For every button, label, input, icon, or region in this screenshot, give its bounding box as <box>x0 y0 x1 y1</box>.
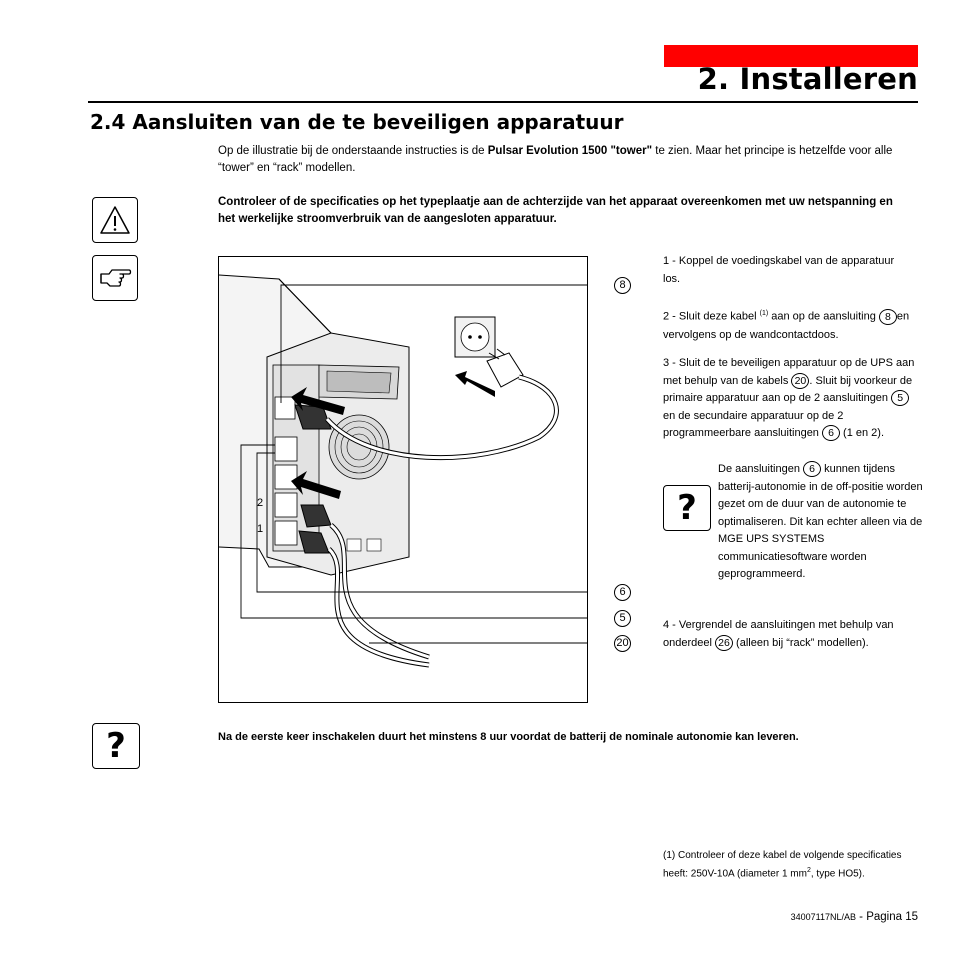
note-text-b: kunnen tijdens batterij-autonomie in de off-positie worden gezet om de duur van de autonomie te optimaliseren. Dit kan echter alleen via de MGE UPS SYSTEMS communicatiesoftware worden geprogrammeerd. <box>718 463 923 580</box>
step-3-text-b: . Sluit bij voorkeur de primaire apparatuur aan op de 2 aansluitingen <box>663 374 913 404</box>
product-name: Pulsar Evolution 1500 "tower" <box>487 145 653 157</box>
step-2 <box>663 305 918 344</box>
question-mark-icon-bottom <box>92 723 140 769</box>
note-text: De aansluitingen <box>718 463 804 475</box>
step-1: 1 - Koppel de voedingskabel van de apparatuur los. <box>663 255 895 285</box>
pointing-hand-icon <box>92 255 138 301</box>
footnote-text: (1) Controleer of deze kabel de volgende specificaties heeft: 250V-10A (diameter 1 mm <box>663 850 902 880</box>
intro-text-end: te zien. Maar het principe is hetzelfde voor alle “tower” en “rack” modellen. <box>218 145 893 174</box>
warning-text: Controleer of de specificaties op het typeplaatje aan de achterzijde van het apparaat overeenkomen met uw netspanning en het werkelijke stroomverbruik van de aangesloten apparatuur. <box>218 196 893 225</box>
warning-triangle-icon <box>92 197 138 243</box>
ref-5: 5 <box>891 390 909 406</box>
ref-20: 20 <box>791 373 809 389</box>
chapter-title: 2. Installeren <box>697 62 918 96</box>
step-3-text-d: (1 en 2). <box>839 427 885 439</box>
callout-5: 5 <box>614 610 631 627</box>
battery-note: Na de eerste keer inschakelen duurt het minstens 8 uur voordat de batterij de nominale autonomie kan leveren. <box>218 731 799 743</box>
step-4-text-b: (alleen bij “rack” modellen). <box>733 637 869 649</box>
footnote-ref: (1) <box>759 310 769 317</box>
question-glyph: ? <box>677 488 697 528</box>
outlet-label-1: 1 <box>257 523 264 535</box>
page-footer <box>791 911 918 923</box>
document-reference: 34007117NL/AB <box>790 912 856 922</box>
ref-26: 26 <box>715 635 733 651</box>
ups-connection-figure <box>218 256 629 703</box>
outlet-label-2: 2 <box>257 497 264 509</box>
footnote-text-b: , type HO5). <box>810 868 865 880</box>
outlet-note <box>718 461 923 584</box>
page-number: - Pagina 15 <box>855 911 918 923</box>
intro-paragraph <box>218 143 923 177</box>
question-glyph-bottom: ? <box>106 726 126 766</box>
ref-6-note: 6 <box>803 461 821 477</box>
ups-illustration <box>219 257 587 702</box>
step-2-text-c: en vervolgens op de wandcontactdoos. <box>663 310 910 341</box>
footnote <box>663 848 918 881</box>
step-2-text: 2 - Sluit deze kabel <box>663 310 760 323</box>
step-3-text-c: en de secundaire apparatuur op de 2 programmeerbare aansluitingen <box>663 409 844 439</box>
ref-8: 8 <box>879 309 897 325</box>
callout-20: 20 <box>614 635 631 652</box>
step-4 <box>663 616 918 652</box>
question-mark-icon <box>663 485 711 531</box>
callout-8: 8 <box>614 277 631 294</box>
ref-6: 6 <box>822 425 840 441</box>
step-3 <box>663 355 918 443</box>
section-title: 2.4 Aansluiten van de te beveiligen apparatuur <box>90 110 624 134</box>
step-2-text-b: aan op de aansluiting <box>768 310 879 323</box>
header-rule <box>88 101 918 103</box>
step-4-text: 4 - Vergrendel de aansluitingen met behulp van onderdeel <box>663 619 894 649</box>
intro-text: Op de illustratie bij de onderstaande instructies is de <box>218 145 488 157</box>
footnote-sup: 2 <box>806 867 811 874</box>
step-3-text: 3 - Sluit de te beveiligen apparatuur op de UPS aan met behulp van de kabels <box>663 357 915 387</box>
callout-6: 6 <box>614 584 631 601</box>
